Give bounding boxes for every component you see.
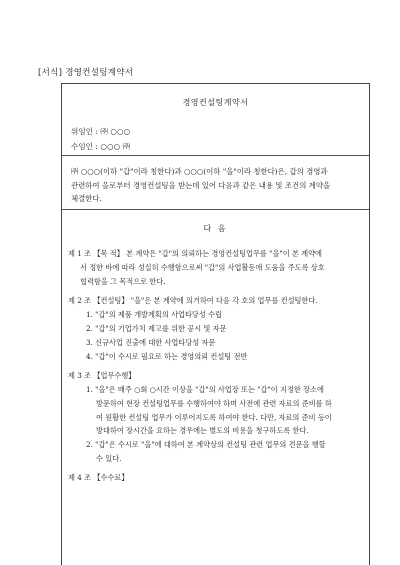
list-item: 2. "갑"은 수시로 "을"에 대하여 본 계약상의 컨설팅 관련 업무의 견문을 행할 [86,439,326,449]
document-title: 경영컨설팅계약서 [182,98,249,107]
consultant-party: 수임인 : ○○○ ㈜ [71,142,131,151]
contract-document [61,83,370,565]
article-text: 협력함을 그 목적으로 한다. [80,277,166,286]
preamble-line: ㈜ ○○○(이하 "갑"이라 칭한다)과 ○○○(이하 "을"이라 칭한다)은, 갑의 경영과 [71,167,328,176]
preamble [71,165,361,206]
preamble-line: 관련하여 을로부터 경영컨설팅을 받는데 있어 다음과 같은 내용 및 조건의 계약을 [71,180,331,190]
preamble-line: 체결한다. [71,194,102,204]
list-item: 3. 신규사업 진출에 대한 사업타당성 자문 [86,338,216,347]
list-item-continuation: 방문하여 현장 컨설팅업무를 수행하여야 하며 사전에 관련 자료의 준비를 하 [96,399,332,408]
article-4 [68,471,363,485]
list-item: 4. "갑"이 수시로 필요로 하는 경영의뢰 컨설팅 전반 [86,352,248,361]
article-title: 제 2 조 【컨설팅】 "을"은 본 계약에 의거하여 다음 각 호의 업무를 컨설팅한다. [68,296,318,305]
article-3 [68,369,363,465]
article-1 [68,247,363,289]
list-item: 2. "갑"의 기업가치 제고를 위한 공시 및 자문 [86,324,227,333]
list-item: 1. "갑"의 제품 개발계획의 사업타당성 수립 [86,310,222,319]
article-title: 제 3 조 【업무수행】 [68,371,136,380]
list-item: 1. "을"은 매주 ○회 ○시간 이상을 "갑"의 사업장 또는 "갑"이 지정한 장소에 [86,385,324,394]
article-title: 제 4 조 【수수료】 [68,473,129,482]
list-item-continuation: 방대하여 장시간을 요하는 경우에는 별도의 비용을 청구하도록 한다. [96,426,309,435]
form-label: [서식] 경영컨설팅계약서 [38,68,134,78]
article-2 [68,294,363,364]
client-party: 위임인 : ㈜ ○○○ [71,127,131,136]
contract-body [68,247,363,485]
article-title: 제 1 조 【목 적】 본 계약은 "갑"의 의뢰하는 경영컨설팅업무를 "을"이 본 계약에 [68,249,322,258]
list-item-continuation: 수 있다. [96,453,122,463]
divider [62,155,369,156]
section-heading: 다 음 [203,224,228,233]
list-item-continuation: 여 원활한 컨설팅 업무가 이루어지도록 하여야 한다. 다만, 자료의 준비 등이 [96,412,332,422]
article-text: 서 정한 바에 따라 성실히 수행함으로써 "갑"의 사업활동에 도움을 주도록 상호 [80,263,325,272]
divider [62,209,369,210]
